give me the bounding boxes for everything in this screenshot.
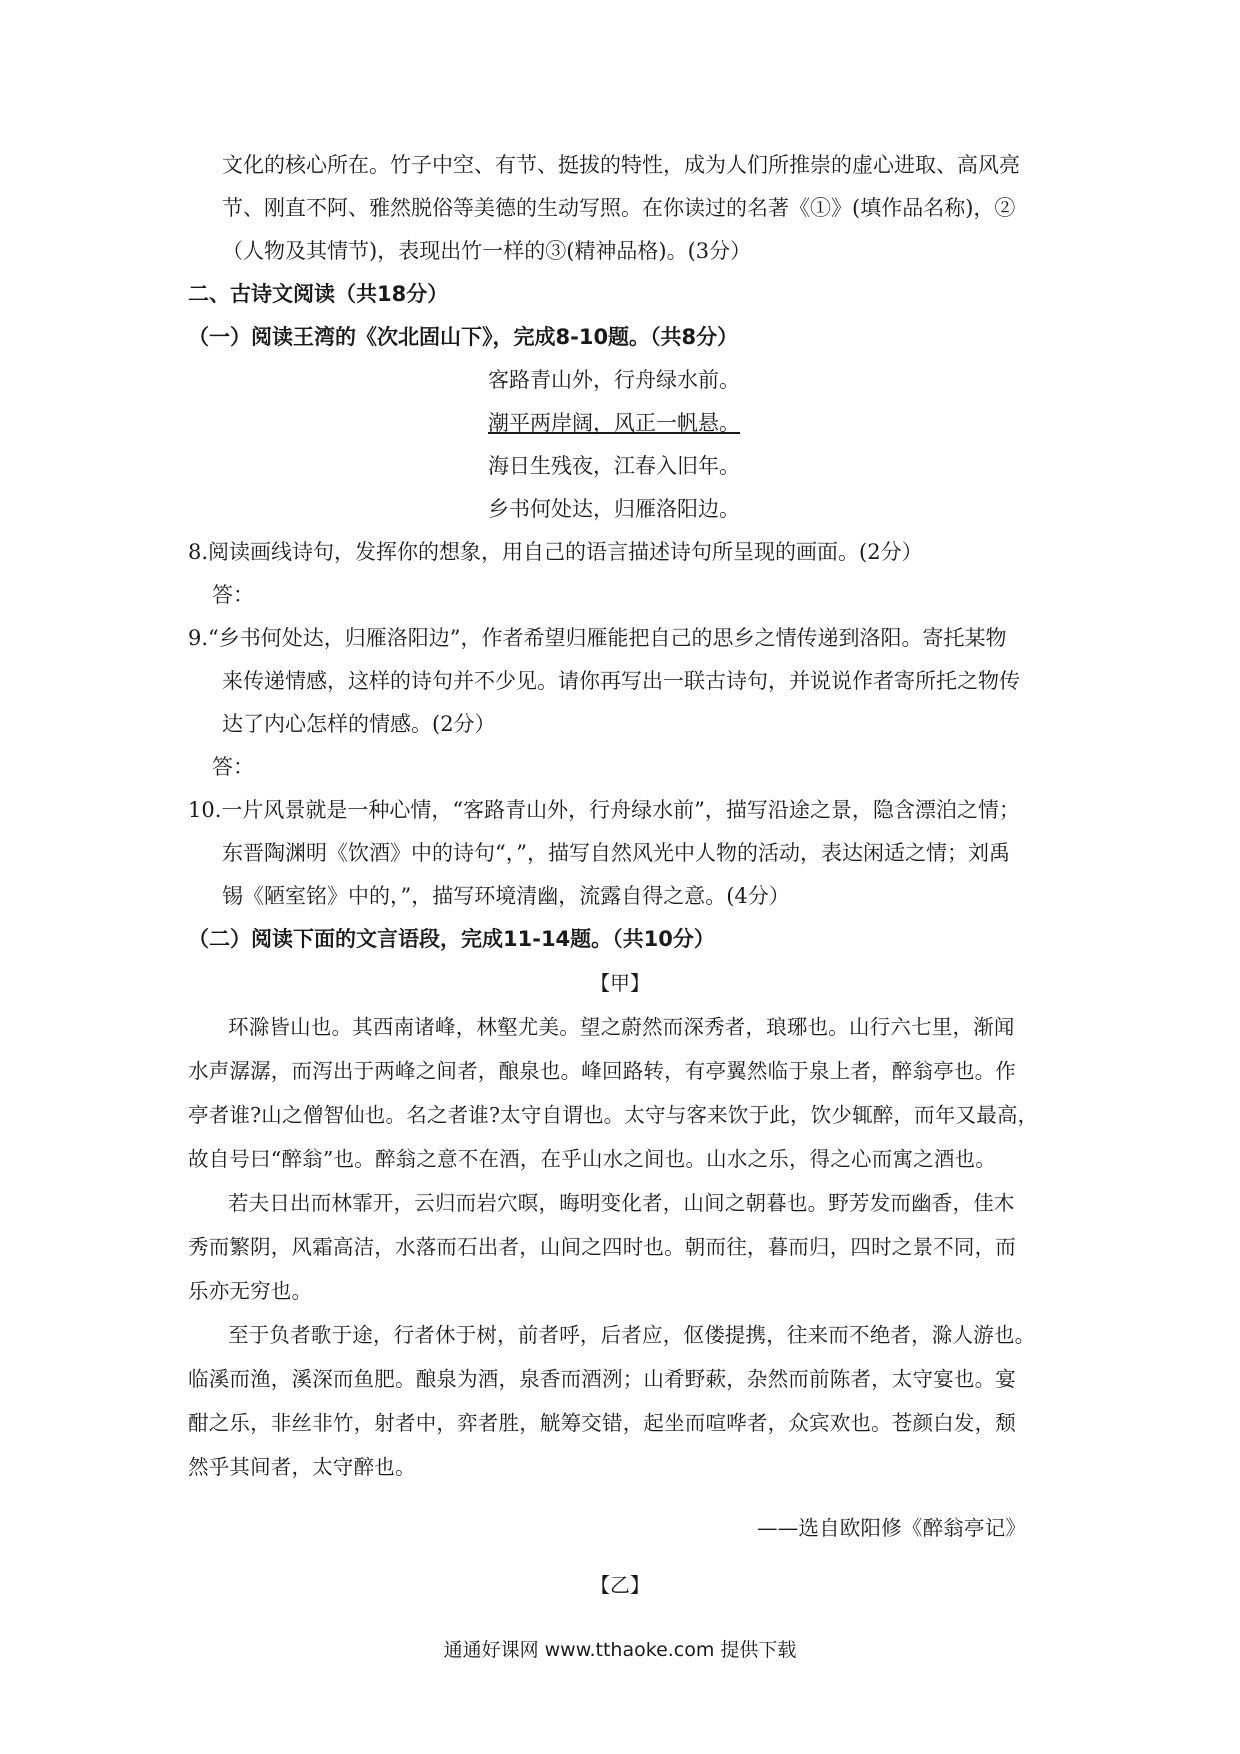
part-one-heading: （一）阅读王湾的《次北固山下》，完成8-10题。（共8分） [188,325,739,349]
jia-paragraph-2-line-3: 乐亦无穷也。 [188,1279,313,1303]
jia-paragraph-3-line-2: 临溪而渔，溪深而鱼肥。酿泉为酒，泉香而酒洌；山肴野蔌，杂然而前陈者，太守宴也。宴 [188,1367,1016,1391]
question-9-line-2: 来传递情感，这样的诗句并不少见。请你再写出一联古诗句，并说说作者寄所托之物传 [222,669,1020,693]
jia-paragraph-3-line-1: 至于负者歌于途，行者休于树，前者呼，后者应，伛偻提携，往来而不绝者，滁人游也。 [228,1323,1036,1347]
jia-paragraph-1-line-4: 故自号曰“醉翁”也。醉翁之意不在酒，在乎山水之间也。山水之乐，得之心而寓之酒也。 [188,1147,996,1171]
question-10-line-1: 10.一片风景就是一种心情，“客路青山外，行舟绿水前”，描写沿途之景，隐含漂泊之情； [188,798,1020,822]
answer-label-q9: 答： [212,755,254,779]
question-9-line-1: 9.“乡书何处达，归雁洛阳边”，作者希望归雁能把自己的思乡之情传递到洛阳。寄托某物 [188,626,1007,650]
question-10-line-3: 锡《陋室铭》中的，”，描写环境清幽，流露自得之意。(4分） [222,884,790,908]
poem-line-3: 海日生残夜，江春入旧年。 [488,454,740,478]
poem-line-1: 客路青山外，行舟绿水前。 [488,368,740,392]
intro-line-2: 节、刚直不阿、雅然脱俗等美德的生动写照。在你读过的名著《①》(填作品名称)，② [222,196,1016,220]
answer-label-q8: 答： [212,583,254,607]
question-9-line-3: 达了内心怎样的情感。(2分） [222,712,496,736]
intro-line-1: 文化的核心所在。竹子中空、有节、挺拔的特性，成为人们所推崇的虚心进取、高风亮 [222,153,1020,177]
jia-paragraph-1-line-1: 环滁皆山也。其西南诸峰，林壑尤美。望之蔚然而深秀者，琅琊也。山行六七里，渐闻 [228,1015,1015,1039]
jia-paragraph-3-line-4: 然乎其间者，太守醉也。 [188,1455,416,1479]
jia-paragraph-2-line-1: 若夫日出而林霏开，云归而岩穴暝，晦明变化者，山间之朝暮也。野芳发而幽香，佳木 [228,1191,1015,1215]
page-footer: 通通好课网 www.tthaoke.com 提供下载 [443,1639,797,1661]
yi-label: 【乙】 [590,1573,650,1597]
question-8: 8.阅读画线诗句，发挥你的想象，用自己的语言描述诗句所呈现的画面。(2分） [188,540,923,564]
poem-line-2-underlined: 潮平两岸阔，风正一帆悬。 [488,411,740,435]
jia-paragraph-1-line-2: 水声潺潺，而泻出于两峰之间者，酿泉也。峰回路转，有亭翼然临于泉上者，醉翁亭也。作 [188,1059,1016,1083]
jia-paragraph-1-line-3: 亭者谁?山之僧智仙也。名之者谁?太守自谓也。太守与客来饮于此，饮少辄醉，而年又最高， [188,1103,1039,1127]
part-two-heading: （二）阅读下面的文言语段，完成11-14题。（共10分） [188,927,715,951]
jia-paragraph-3-line-3: 酣之乐，非丝非竹，射者中，弈者胜，觥筹交错，起坐而喧哗者，众宾欢也。苍颜白发，颓 [188,1411,1016,1435]
section-two-heading: 二、古诗文阅读（共18分） [188,282,449,306]
intro-line-3: （人物及其情节)，表现出竹一样的③(精神品格)。(3分） [222,239,752,263]
poem-line-4: 乡书何处达，归雁洛阳边。 [488,497,740,521]
jia-paragraph-2-line-2: 秀而繁阴，风霜高洁，水落而石出者，山间之四时也。朝而往，暮而归，四时之景不同，而 [188,1235,1016,1259]
jia-label: 【甲】 [590,971,650,995]
question-10-line-2: 东晋陶渊明《饮酒》中的诗句“，”，描写自然风光中人物的活动，表达闲适之情；刘禹 [222,841,1010,865]
jia-source: ——选自欧阳修《醉翁亭记》 [757,1516,1027,1540]
